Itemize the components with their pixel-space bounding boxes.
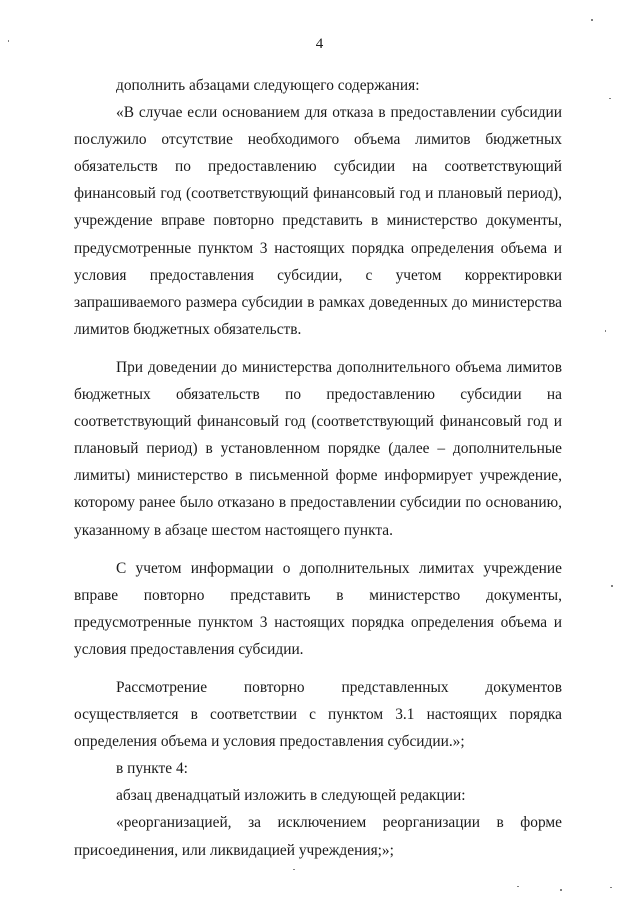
scan-speck	[610, 887, 612, 888]
scan-speck	[591, 19, 593, 21]
paragraph-additional-limits: При доведении до министерства дополнительного объема лимитов бюджетных обязательств по предоставлению субсидии на соответствующий финансовый год (соответствующий финансовый год и плановый период) в установленном порядке (далее – дополнительные лимиты) министерство в письменной форме информирует учреждение, которому ранее было отказано в предоставлении субсидии по основанию, указанному в абзаце шестом настоящего пункта.	[74, 358, 562, 539]
document-body	[74, 72, 562, 864]
scan-speck	[293, 869, 295, 870]
paragraph-intro: дополнить абзацами следующего содержания:	[116, 77, 420, 94]
scan-speck	[609, 98, 611, 99]
scan-speck	[8, 40, 9, 42]
paragraph-subsidy-refusal: «В случае если основанием для отказа в предоставлении субсидии послужило отсутствие необходимого объема лимитов бюджетных обязательств по предоставлению субсидии на соответствующий финансовый год (соответствующий финансовый год и плановый период), учреждение вправе повторно представить в министерство документы, предусмотренные пунктом 3 настоящих порядка определения объема и условия предоставления субсидии, с учетом корректировки запрашиваемого размера субсидии в рамках доведенных до министерства лимитов бюджетных обязательств.	[74, 104, 562, 338]
paragraph-reorganization: «реорганизацией, за исключением реорганизации в форме присоединения, или ликвидацией учреждения;»;	[74, 814, 562, 859]
paragraph-review: Рассмотрение повторно представленных документов осуществляется в соответствии с пунктом 3.1 настоящих порядка определения объема и условия предоставления субсидии.»;	[74, 678, 562, 751]
paragraph-twelfth-amendment: абзац двенадцатый изложить в следующей редакции:	[116, 787, 466, 805]
paragraph-item-4: в пункте 4:	[116, 760, 188, 778]
scan-speck	[560, 889, 562, 891]
scan-speck	[517, 886, 519, 887]
page-number: 4	[315, 36, 324, 52]
scan-speck	[611, 585, 613, 587]
scan-speck	[605, 330, 606, 332]
paragraph-resubmission: С учетом информации о дополнительных лимитах учреждение вправе повторно представить в министерство документы, предусмотренные пунктом 3 настоящих порядка определения объема и условия предоставления субсидии.	[74, 559, 562, 658]
